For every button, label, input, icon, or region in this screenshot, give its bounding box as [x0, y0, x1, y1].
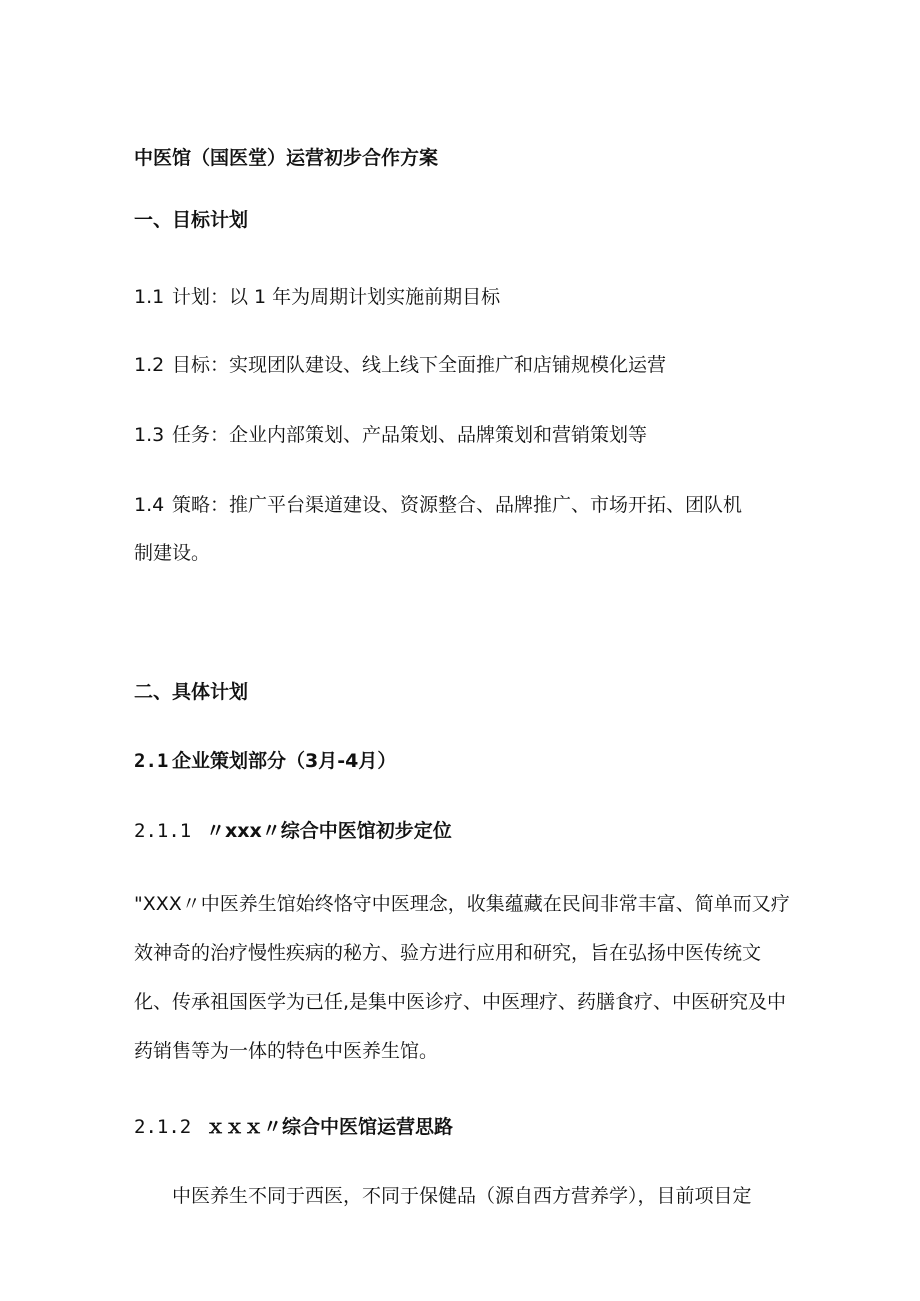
subsection-heading	[134, 1115, 453, 1139]
subsection-text: ｘｘｘ〃综合中医馆运营思路	[206, 1116, 454, 1138]
section-heading-plan: 二、具体计划	[134, 681, 249, 703]
list-item	[134, 353, 666, 377]
subsection-text: 企业策划部分（3月-4月）	[172, 750, 397, 772]
list-item	[134, 493, 742, 517]
item-text: 任务：企业内部策划、产品策划、品牌策划和营销策划等	[172, 424, 648, 446]
item-number: 1.3	[134, 424, 165, 446]
body-paragraph: "XXX〃中医养生馆始终恪守中医理念，收集蕴藏在民间非常丰富、简单而又疗效神奇的治疗慢性疾病的秘方、验方进行应用和研究，旨在弘扬中医传统文化、传承祖国医学为已任,是集中医诊疗、中医理疗、药膳食疗、中医研究及中药销售等为一体的特色中医养生馆。	[134, 893, 790, 1062]
list-item-continuation: 制建设。	[134, 542, 211, 564]
list-item	[134, 423, 647, 447]
item-number: 1.2	[134, 354, 165, 376]
item-number: 1.4	[134, 494, 165, 516]
subsection-text: 〃xxx〃综合中医馆初步定位	[206, 820, 452, 842]
list-item	[134, 285, 500, 309]
item-text: 策略：推广平台渠道建设、资源整合、品牌推广、市场开拓、团队机	[172, 494, 743, 516]
subsection-number: 2.1.1	[134, 820, 192, 842]
body-paragraph: 中医养生不同于西医，不同于保健品（源自西方营养学），目前项目定	[172, 1185, 752, 1207]
subsection-number: 2.1	[134, 750, 169, 772]
section-heading-goals: 一、目标计划	[134, 209, 249, 231]
item-text: 目标：实现团队建设、线上线下全面推广和店铺规模化运营	[172, 354, 667, 376]
subsection-heading	[134, 749, 396, 773]
subsection-number: 2.1.2	[134, 1116, 192, 1138]
document-title: 中医馆（国医堂）运营初步合作方案	[134, 147, 439, 169]
item-number: 1.1	[134, 286, 165, 308]
item-text: 计划：以 1 年为周期计划实施前期目标	[172, 286, 501, 308]
subsection-heading	[134, 819, 452, 843]
